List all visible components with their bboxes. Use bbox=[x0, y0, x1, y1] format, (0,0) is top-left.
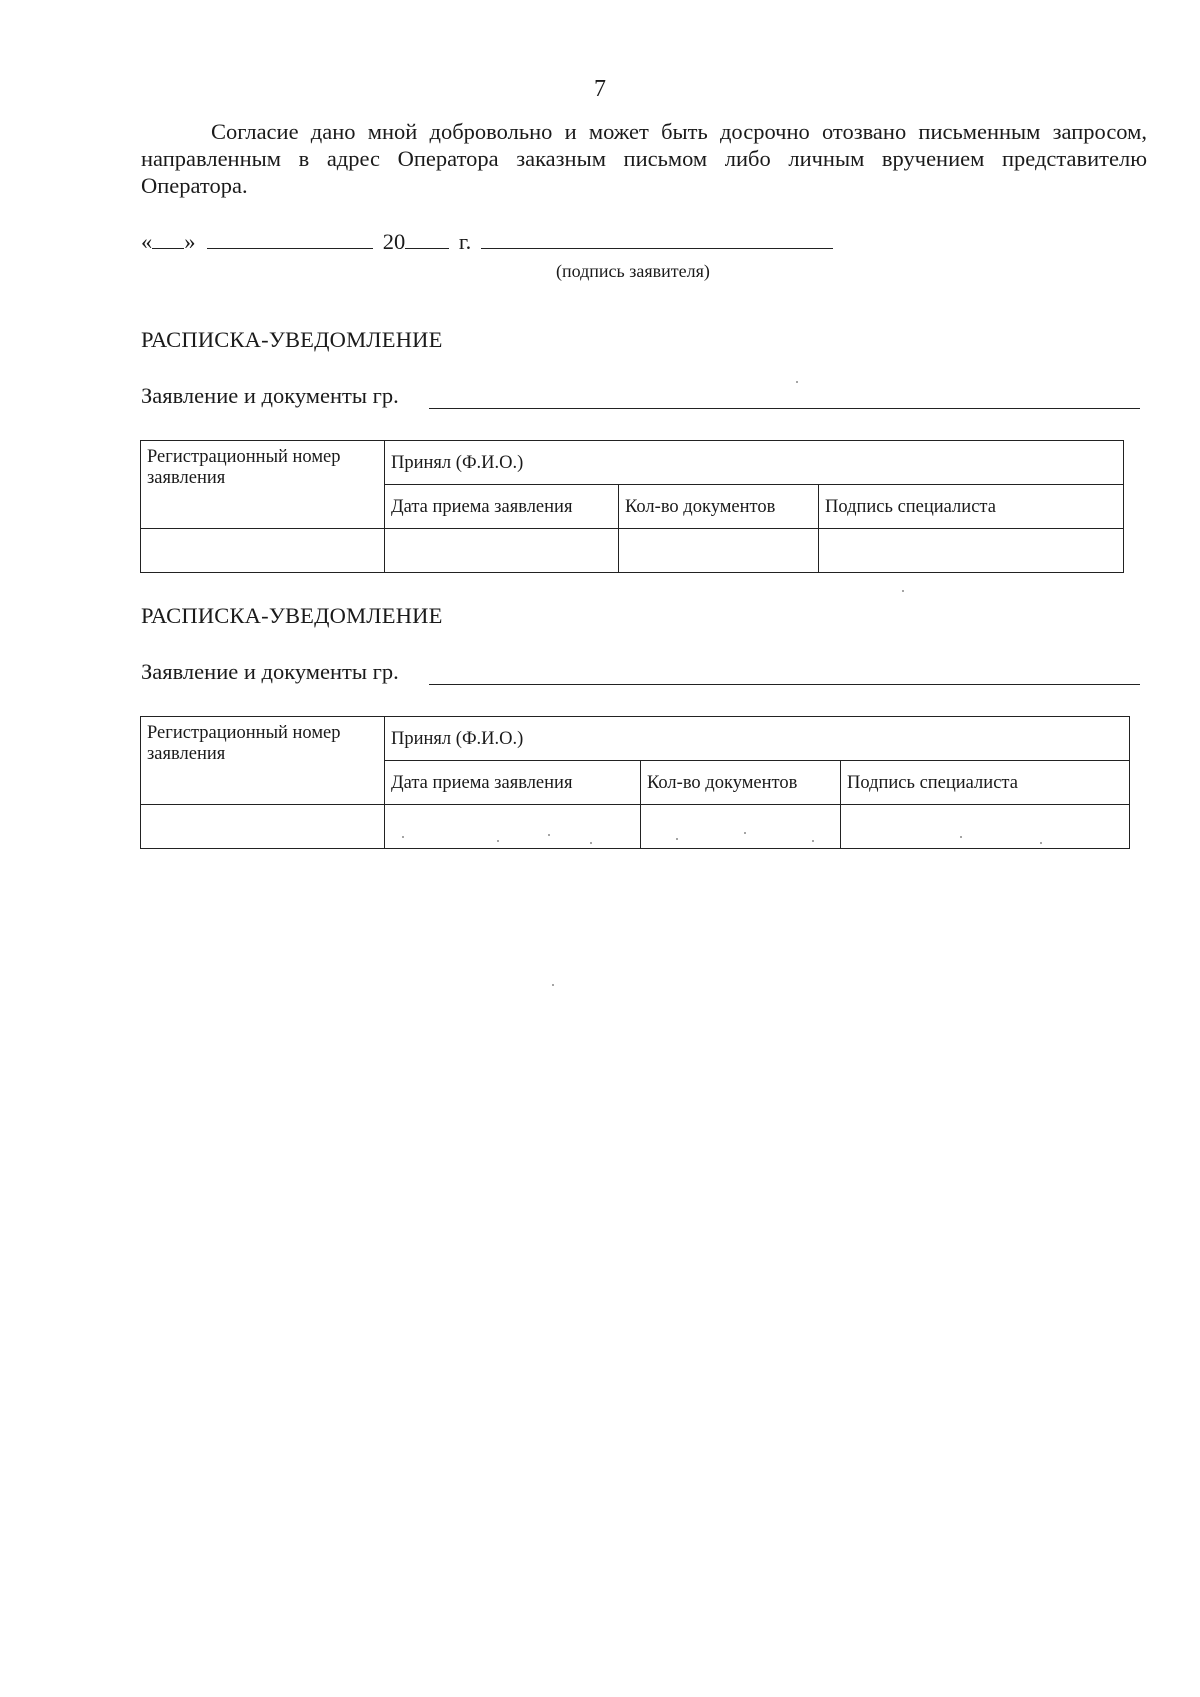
reg-number-header: Регистрационный номер заявления bbox=[141, 717, 385, 805]
date-received-header: Дата приема заявления bbox=[385, 485, 619, 529]
date-received-cell[interactable] bbox=[385, 529, 619, 573]
scan-speck bbox=[744, 832, 746, 834]
scan-speck bbox=[796, 381, 798, 383]
applicant-name-line-1[interactable] bbox=[429, 408, 1140, 409]
specialist-signature-cell[interactable] bbox=[819, 529, 1124, 573]
date-received-cell[interactable] bbox=[385, 805, 641, 849]
receipt-table-2 bbox=[140, 716, 1130, 849]
scan-speck bbox=[676, 838, 678, 840]
day-blank[interactable] bbox=[152, 228, 184, 249]
month-blank[interactable] bbox=[207, 228, 373, 249]
signature-caption: (подпись заявителя) bbox=[556, 261, 710, 281]
consent-paragraph: Согласие дано мной добровольно и может быть досрочно отозвано письменным запросом, направленным в адрес Оператора заказным письмом либо личным вручением представителю Оператора. bbox=[141, 119, 1147, 198]
scan-speck bbox=[497, 840, 499, 842]
applicant-signature-blank[interactable] bbox=[481, 228, 833, 249]
receipt-heading-1: РАСПИСКА-УВЕДОМЛЕНИЕ bbox=[141, 327, 443, 352]
receipt-table-1 bbox=[140, 440, 1124, 573]
applicant-name-line-2[interactable] bbox=[429, 684, 1140, 685]
documents-count-header: Кол-во документов bbox=[641, 761, 841, 805]
reg-number-header: Регистрационный номер заявления bbox=[141, 441, 385, 529]
documents-count-cell[interactable] bbox=[641, 805, 841, 849]
accepted-header: Принял (Ф.И.О.) bbox=[385, 717, 1130, 761]
scan-speck bbox=[548, 834, 550, 836]
scan-speck bbox=[552, 984, 554, 986]
year-suffix: г. bbox=[458, 229, 472, 254]
documents-count-cell[interactable] bbox=[619, 529, 819, 573]
accepted-header: Принял (Ф.И.О.) bbox=[385, 441, 1124, 485]
scan-speck bbox=[960, 836, 962, 838]
specialist-signature-header: Подпись специалиста bbox=[841, 761, 1130, 805]
receipt-heading-2: РАСПИСКА-УВЕДОМЛЕНИЕ bbox=[141, 603, 443, 628]
date-signature-line bbox=[141, 228, 833, 255]
scan-speck bbox=[590, 842, 592, 844]
specialist-signature-cell[interactable] bbox=[841, 805, 1130, 849]
year-blank[interactable] bbox=[405, 228, 449, 249]
year-prefix: 20 bbox=[382, 229, 406, 254]
applicant-label-2: Заявление и документы гр. bbox=[141, 659, 399, 684]
scan-speck bbox=[812, 840, 814, 842]
reg-number-cell[interactable] bbox=[141, 805, 385, 849]
scan-speck bbox=[402, 836, 404, 838]
documents-count-header: Кол-во документов bbox=[619, 485, 819, 529]
date-open-quote: « bbox=[141, 229, 153, 254]
scan-speck bbox=[902, 590, 904, 592]
applicant-label-1: Заявление и документы гр. bbox=[141, 383, 399, 408]
specialist-signature-header: Подпись специалиста bbox=[819, 485, 1124, 529]
reg-number-cell[interactable] bbox=[141, 529, 385, 573]
date-received-header: Дата приема заявления bbox=[385, 761, 641, 805]
page-number: 7 bbox=[594, 76, 606, 102]
scan-speck bbox=[1040, 842, 1042, 844]
date-close-quote: » bbox=[184, 229, 196, 254]
